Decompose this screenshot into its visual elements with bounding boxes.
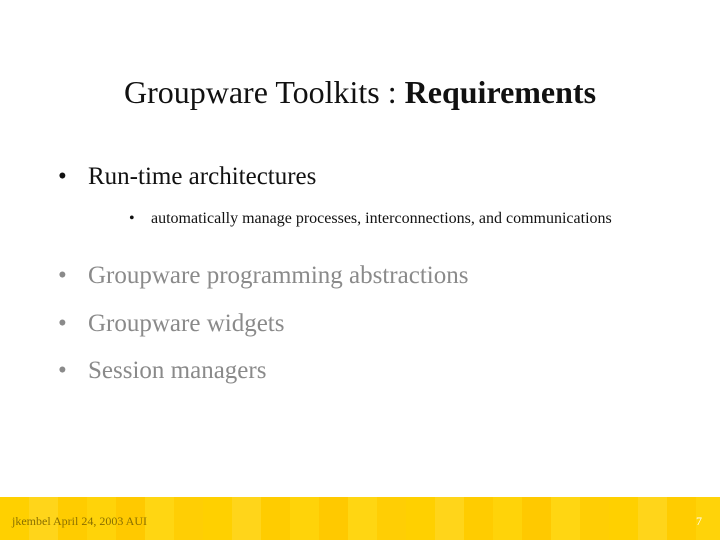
- bullet-run-time-architectures: [58, 163, 316, 191]
- footer-tile: [319, 497, 348, 540]
- bullet-text: Session managers: [88, 357, 267, 384]
- bullet-text: Run-time architectures: [88, 163, 317, 190]
- footer-tile: [261, 497, 290, 540]
- bullet-groupware-widgets: [58, 310, 284, 338]
- title-bold: Requirements: [404, 74, 597, 110]
- sub-bullet-text: automatically manage processes, interconnections, and communications: [151, 210, 612, 227]
- footer-tile: [464, 497, 493, 540]
- footer-bar: [0, 497, 720, 540]
- sub-bullet-automatically-manage: [129, 207, 629, 230]
- footer-tile: [667, 497, 696, 540]
- footer-tile: [348, 497, 377, 540]
- bullet-marker: •: [58, 163, 67, 190]
- sub-bullet-marker: •: [129, 210, 135, 227]
- bullet-groupware-programming-abstractions: [58, 262, 468, 290]
- bullet-text: Groupware programming abstractions: [88, 262, 469, 289]
- bullet-text: Groupware widgets: [88, 310, 285, 337]
- footer-tile: [232, 497, 261, 540]
- footer-tile: [493, 497, 522, 540]
- bullet-marker: •: [58, 262, 67, 289]
- title-normal: Groupware Toolkits :: [123, 74, 405, 110]
- footer-tile: [290, 497, 319, 540]
- footer-tile: [377, 497, 406, 540]
- footer-tile: [609, 497, 638, 540]
- footer-tile: [406, 497, 435, 540]
- footer-tile: [638, 497, 667, 540]
- slide-title: [0, 74, 720, 111]
- footer-tile: [145, 497, 174, 540]
- bullet-marker: •: [58, 357, 67, 384]
- footer-tile: [435, 497, 464, 540]
- footer-tile: [522, 497, 551, 540]
- bullet-marker: •: [58, 310, 67, 337]
- footer-tile: [203, 497, 232, 540]
- footer-tile: [174, 497, 203, 540]
- footer-tile: [551, 497, 580, 540]
- bullet-session-managers: [58, 357, 266, 385]
- footer-text: jkembel April 24, 2003 AUI: [12, 514, 147, 528]
- page-number: 7: [696, 514, 702, 528]
- footer-tile: [580, 497, 609, 540]
